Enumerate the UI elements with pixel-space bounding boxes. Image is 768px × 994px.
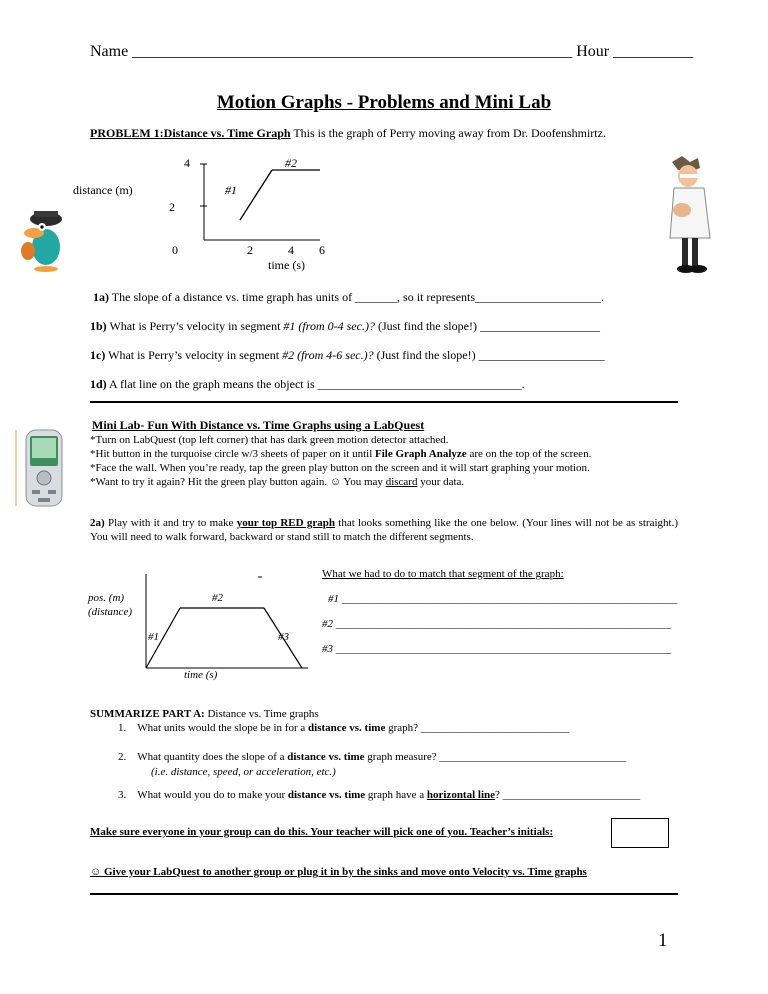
hour-field[interactable]: __________ bbox=[613, 43, 694, 60]
item-text: What quantity does the slope of a bbox=[137, 751, 288, 763]
item-number: 2. bbox=[118, 751, 127, 763]
x-tick-2: 2 bbox=[247, 243, 253, 257]
question-1b bbox=[90, 319, 600, 334]
summary-item-2 bbox=[118, 751, 626, 763]
summary-heading-line bbox=[90, 708, 319, 720]
match-row-2 bbox=[322, 618, 671, 630]
problem1-heading-line bbox=[90, 126, 606, 141]
hour-label: Hour bbox=[572, 43, 614, 60]
graph1-x-axis-label: time (s) bbox=[268, 258, 305, 272]
q1d-text: A flat line on the graph means the object is __________________________________. bbox=[106, 377, 525, 391]
teacher-initials-box[interactable] bbox=[611, 818, 669, 848]
item-number: 1. bbox=[118, 722, 127, 734]
closing-instruction: ☺ Give your LabQuest to another group or plug it in by the sinks and move onto Velocity vs. Time graphs bbox=[90, 866, 587, 878]
q1a-text: The slope of a distance vs. time graph has units of _______, so it represents_____________________. bbox=[109, 290, 605, 304]
q1c-text: What is Perry’s velocity in segment bbox=[105, 348, 283, 362]
item-text: graph have a bbox=[365, 789, 427, 801]
minilab-heading: Mini Lab- Fun With Distance vs. Time Graphs using a LabQuest bbox=[92, 418, 425, 432]
instruction-text: are on the top of the screen. bbox=[466, 448, 592, 460]
item-answer-blank: graph measure? __________________________________ bbox=[364, 751, 627, 763]
bottom-divider bbox=[90, 893, 678, 895]
item-text: What units would the slope be in for a bbox=[137, 722, 309, 734]
problem1-description: This is the graph of Perry moving away from Dr. Doofenshmirtz. bbox=[290, 126, 606, 140]
q1b-label: 1b) bbox=[90, 319, 107, 333]
match-row-label: #3 bbox=[322, 643, 333, 655]
y-tick-4: 4 bbox=[184, 156, 190, 170]
item-number: 3. bbox=[118, 789, 127, 801]
graph2-segment2-label: #2 bbox=[212, 592, 223, 604]
instruction-text: *Want to try it again? Hit the green play button again. ☺ You may bbox=[90, 476, 386, 488]
q2a-emphasis: your top RED graph bbox=[236, 517, 335, 529]
y-tick-2: 2 bbox=[169, 200, 175, 214]
match-row-label: #1 bbox=[328, 593, 339, 605]
q1b-text: What is Perry’s velocity in segment bbox=[106, 319, 284, 333]
item-emphasis: distance vs. time bbox=[287, 751, 365, 763]
name-label: Name bbox=[90, 43, 133, 60]
question-2a bbox=[90, 516, 678, 544]
item-emphasis: distance vs. time bbox=[287, 789, 366, 801]
graph2-segment1-label: #1 bbox=[148, 631, 159, 643]
item-emphasis: distance vs. time bbox=[308, 722, 386, 734]
q1d-label: 1d) bbox=[90, 377, 107, 391]
graph1-segment2-label: #2 bbox=[285, 156, 297, 170]
initials-instruction: Make sure everyone in your group can do this. Your teacher will pick one of you. Teacher’s initials: bbox=[90, 826, 554, 838]
q1a-label: 1a) bbox=[93, 290, 109, 304]
graph1-y-axis-label: distance (m) bbox=[73, 183, 133, 197]
instruction-text: *Turn on LabQuest (top left corner) that has dark green motion detector attached. bbox=[90, 434, 449, 446]
match-row-3 bbox=[322, 643, 671, 655]
q1c-label: 1c) bbox=[90, 348, 106, 362]
item-answer-blank: graph? ___________________________ bbox=[385, 722, 570, 734]
q1c-answer-blank: (Just find the slope!) _____________________ bbox=[373, 348, 605, 362]
q1b-segment: #1 (from 0-4 sec.)? bbox=[283, 319, 375, 333]
q1b-answer-blank: (Just find the slope!) ____________________ bbox=[374, 319, 600, 333]
instruction-text: *Hit button in the turquoise circle w/3 sheets of paper on it until bbox=[90, 448, 376, 460]
graph1-segment1-label: #1 bbox=[225, 183, 237, 197]
item-answer-blank: ? _________________________ bbox=[495, 789, 641, 801]
question-1d bbox=[90, 377, 525, 392]
q2a-text: that looks something like the one below. (Your lines will not be as straight.) You will need to walk forward, backward or stand still to match the different segments. bbox=[90, 517, 678, 543]
summary-subheading: Distance vs. Time graphs bbox=[204, 708, 319, 720]
summary-item-3 bbox=[118, 789, 640, 801]
summary-item-1 bbox=[118, 722, 569, 734]
graph2-x-axis-label: time (s) bbox=[184, 669, 218, 681]
instruction-emphasis: discard bbox=[385, 476, 418, 488]
match-row-answer[interactable]: _____________________________________________________________ bbox=[335, 618, 672, 630]
summary-item-2-note: (i.e. distance, speed, or acceleration, etc.) bbox=[151, 766, 336, 778]
question-1a bbox=[93, 290, 604, 305]
instruction-item bbox=[90, 433, 591, 447]
y-tick-0: 0 bbox=[172, 243, 178, 257]
labquest-device-image bbox=[12, 426, 68, 510]
q2a-label: 2a) bbox=[90, 517, 105, 529]
doofenshmirtz-image bbox=[660, 152, 718, 274]
summary-heading: SUMMARIZE PART A: bbox=[90, 708, 205, 720]
match-row-label: #2 bbox=[322, 618, 333, 630]
q1c-segment: #2 (from 4-6 sec.)? bbox=[282, 348, 374, 362]
instruction-emphasis: File Graph Analyze bbox=[375, 448, 467, 460]
graph2-y-label-sub: (distance) bbox=[88, 606, 132, 618]
match-row-answer[interactable]: _____________________________________________________________ bbox=[335, 643, 672, 655]
match-row-1 bbox=[328, 593, 677, 605]
instruction-item bbox=[90, 475, 591, 489]
instruction-text: *Face the wall. When you’re ready, tap the green play button on the screen and it will start graphing your motion. bbox=[90, 462, 590, 474]
question-1c bbox=[90, 348, 605, 363]
page-number: 1 bbox=[658, 930, 668, 951]
problem1-heading: PROBLEM 1:Distance vs. Time Graph bbox=[90, 126, 291, 140]
graph2-y-label: pos. (m) bbox=[88, 592, 125, 604]
x-tick-6: 6 bbox=[319, 243, 325, 257]
page-title: Motion Graphs - Problems and Mini Lab bbox=[216, 92, 552, 113]
minilab-instructions bbox=[90, 433, 591, 489]
match-heading: What we had to do to match that segment of the graph: bbox=[322, 568, 564, 580]
item-text: What would you do to make your bbox=[137, 789, 288, 801]
x-tick-4: 4 bbox=[288, 243, 294, 257]
instruction-item bbox=[90, 447, 591, 461]
distance-time-graph bbox=[60, 150, 360, 285]
instruction-text: your data. bbox=[417, 476, 465, 488]
instruction-item bbox=[90, 461, 591, 475]
position-time-graph bbox=[88, 570, 318, 685]
name-hour-line bbox=[90, 43, 693, 61]
name-field[interactable]: _______________________________________________________ bbox=[132, 43, 573, 60]
item-emphasis: horizontal line bbox=[426, 789, 496, 801]
graph2-segment3-label: #3 bbox=[278, 631, 289, 643]
section-divider bbox=[90, 401, 678, 403]
match-row-answer[interactable]: _____________________________________________________________ bbox=[341, 593, 678, 605]
q2a-text: Play with it and try to make bbox=[104, 517, 237, 529]
